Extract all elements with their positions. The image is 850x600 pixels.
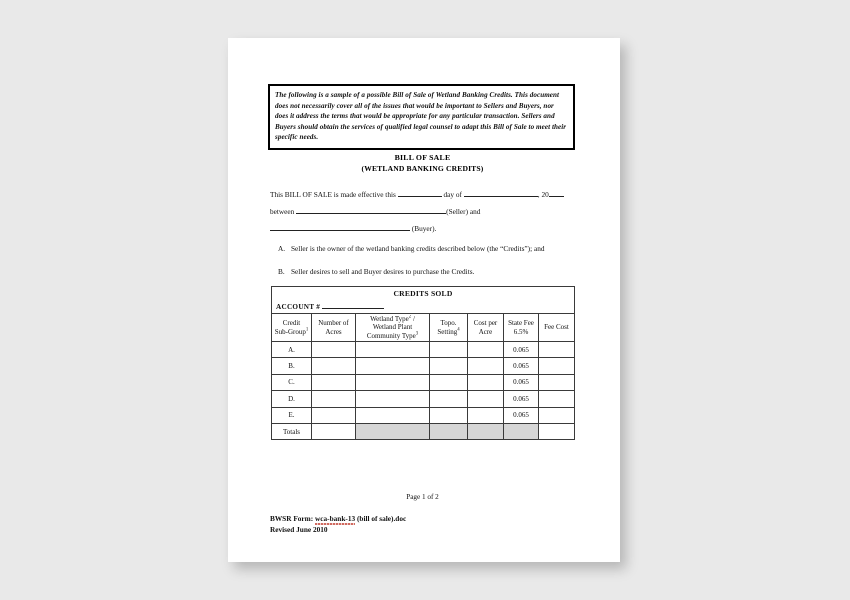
table-banner-cell bbox=[272, 287, 575, 314]
page-subtitle: (WETLAND BANKING CREDITS) bbox=[361, 164, 484, 173]
effective-date-paragraph bbox=[270, 186, 575, 237]
effective-date-line bbox=[270, 186, 575, 203]
row-a-acres[interactable] bbox=[312, 342, 356, 358]
row-b-acres[interactable] bbox=[312, 358, 356, 374]
row-e-topo[interactable] bbox=[430, 407, 468, 423]
col-acres-line2: Acres bbox=[325, 327, 342, 336]
col-wetland-line1: Wetland Type bbox=[370, 314, 409, 323]
totals-state-fee-blocked bbox=[504, 423, 539, 439]
row-a-fee-cost[interactable] bbox=[539, 342, 575, 358]
recitals-block bbox=[278, 244, 578, 290]
row-d-topo[interactable] bbox=[430, 391, 468, 407]
col-feecost-line1: Fee Cost bbox=[544, 323, 569, 332]
disclaimer-box bbox=[268, 84, 575, 150]
footer-form-prefix: BWSR Form: bbox=[270, 514, 315, 523]
footer-form-filename-flagged: wca-bank-13 bbox=[315, 514, 356, 523]
col-credit-line2: Sub-Group bbox=[274, 327, 306, 336]
page-number: Page 1 of 2 bbox=[406, 493, 439, 501]
col-header-cost-per-acre bbox=[468, 314, 504, 342]
row-b-state-fee: 0.065 bbox=[504, 358, 539, 374]
title-block bbox=[270, 152, 575, 174]
seller-line bbox=[270, 203, 575, 220]
col-topo-line1: Topo. bbox=[440, 318, 457, 327]
row-d-state-fee: 0.065 bbox=[504, 391, 539, 407]
clause-b-letter: B. bbox=[278, 267, 285, 276]
col-wetland-line3: Community Type bbox=[366, 331, 416, 340]
col-credit-line1: Credit bbox=[282, 318, 301, 327]
buyer-line bbox=[270, 220, 575, 237]
col-header-state-fee bbox=[504, 314, 539, 342]
effective-date-text-c: , 20 bbox=[537, 190, 549, 199]
clause-b bbox=[278, 267, 578, 276]
col-topo-line2: Setting bbox=[437, 327, 458, 336]
page-content bbox=[270, 38, 580, 562]
totals-acres[interactable] bbox=[312, 423, 356, 439]
col-credit-sup: 1 bbox=[305, 327, 309, 333]
row-a-topo[interactable] bbox=[430, 342, 468, 358]
row-e-label: E. bbox=[272, 407, 312, 423]
seller-label: (Seller) and bbox=[446, 207, 481, 216]
clause-b-text: Seller desires to sell and Buyer desires to purchase the Credits. bbox=[291, 267, 475, 276]
row-e-state-fee: 0.065 bbox=[504, 407, 539, 423]
col-wetland-line2: Wetland Plant bbox=[372, 323, 413, 332]
buyer-label: (Buyer). bbox=[411, 224, 437, 233]
year-blank[interactable] bbox=[549, 188, 564, 197]
row-a-label: A. bbox=[272, 342, 312, 358]
row-e-wetland-type[interactable] bbox=[356, 407, 430, 423]
col-header-number-of-acres bbox=[312, 314, 356, 342]
table-row bbox=[272, 374, 575, 390]
document-page bbox=[228, 38, 620, 562]
table-header-row bbox=[272, 314, 575, 342]
row-e-cost-per-acre[interactable] bbox=[468, 407, 504, 423]
table-row bbox=[272, 407, 575, 423]
col-wetland-sup3: 3 bbox=[415, 331, 419, 337]
row-d-cost-per-acre[interactable] bbox=[468, 391, 504, 407]
row-c-state-fee: 0.065 bbox=[504, 374, 539, 390]
col-header-topo-setting bbox=[430, 314, 468, 342]
disclaimer-text: The following is a sample of a possible Bill of Sale of Wetland Banking Credits. This document does not necessarily cover all of the issues that would be important to Sellers and Buyers, nor does it address the terms that would be appropriate for any particular transaction. Sellers and Buyers should obtain the services of qualified legal counsel to adapt this Bill of Sale to meet their specific needs. bbox=[275, 91, 567, 142]
table-banner-row bbox=[272, 287, 575, 314]
footer-form-line bbox=[270, 513, 575, 524]
footer-revised-line: Revised June 2010 bbox=[270, 525, 328, 534]
row-b-label: B. bbox=[272, 358, 312, 374]
col-acres-line1: Number of bbox=[318, 318, 349, 327]
col-statefee-line2: 6.5% bbox=[513, 327, 529, 336]
row-a-cost-per-acre[interactable] bbox=[468, 342, 504, 358]
row-c-label: C. bbox=[272, 374, 312, 390]
row-c-fee-cost[interactable] bbox=[539, 374, 575, 390]
col-wetland-line1b: / bbox=[411, 314, 415, 323]
row-a-state-fee: 0.065 bbox=[504, 342, 539, 358]
row-b-topo[interactable] bbox=[430, 358, 468, 374]
col-cost-line2: Acre bbox=[478, 327, 493, 336]
row-d-label: D. bbox=[272, 391, 312, 407]
col-statefee-line1: State Fee bbox=[508, 318, 534, 327]
month-blank[interactable] bbox=[464, 188, 538, 197]
between-text: between bbox=[270, 207, 295, 216]
account-number-field bbox=[276, 301, 384, 311]
credits-sold-table bbox=[271, 286, 575, 440]
col-cost-line1: Cost per bbox=[473, 318, 498, 327]
col-header-fee-cost bbox=[539, 314, 575, 342]
row-a-wetland-type[interactable] bbox=[356, 342, 430, 358]
row-c-wetland-type[interactable] bbox=[356, 374, 430, 390]
table-row bbox=[272, 358, 575, 374]
page-title: BILL OF SALE bbox=[394, 153, 451, 162]
totals-topo-blocked bbox=[430, 423, 468, 439]
totals-label: Totals bbox=[272, 423, 312, 439]
effective-date-text-a: This BILL OF SALE is made effective this bbox=[270, 190, 396, 199]
totals-wetland-type-blocked bbox=[356, 423, 430, 439]
account-number-blank[interactable] bbox=[322, 301, 384, 309]
row-c-acres[interactable] bbox=[312, 374, 356, 390]
footer-block bbox=[270, 513, 575, 535]
clause-a bbox=[278, 244, 578, 253]
totals-cost-per-acre-blocked bbox=[468, 423, 504, 439]
effective-date-text-b: day of bbox=[443, 190, 462, 199]
col-wetland-sup1: 2 bbox=[408, 314, 412, 320]
row-c-cost-per-acre[interactable] bbox=[468, 374, 504, 390]
footer-form-suffix: (bill of sale).doc bbox=[355, 514, 407, 523]
row-c-topo[interactable] bbox=[430, 374, 468, 390]
row-b-wetland-type[interactable] bbox=[356, 358, 430, 374]
row-d-acres[interactable] bbox=[312, 391, 356, 407]
table-row bbox=[272, 391, 575, 407]
row-b-fee-cost[interactable] bbox=[539, 358, 575, 374]
clause-a-letter: A. bbox=[278, 244, 286, 253]
row-d-wetland-type[interactable] bbox=[356, 391, 430, 407]
col-header-credit-subgroup bbox=[272, 314, 312, 342]
totals-fee-cost[interactable] bbox=[539, 423, 575, 439]
row-e-fee-cost[interactable] bbox=[539, 407, 575, 423]
buyer-name-blank[interactable] bbox=[270, 222, 410, 231]
col-topo-sup: 4 bbox=[457, 327, 460, 333]
col-header-wetland-type bbox=[356, 314, 430, 342]
account-label: ACCOUNT # bbox=[276, 303, 321, 311]
row-b-cost-per-acre[interactable] bbox=[468, 358, 504, 374]
row-e-acres[interactable] bbox=[312, 407, 356, 423]
row-d-fee-cost[interactable] bbox=[539, 391, 575, 407]
clause-a-text: Seller is the owner of the wetland banking credits described below (the “Credits”); and bbox=[291, 244, 545, 253]
date-blank[interactable] bbox=[398, 188, 442, 197]
seller-name-blank[interactable] bbox=[296, 205, 446, 214]
table-row bbox=[272, 342, 575, 358]
credits-sold-title: CREDITS SOLD bbox=[393, 289, 453, 298]
table-totals-row bbox=[272, 423, 575, 439]
credits-sold-table-wrapper bbox=[271, 286, 574, 440]
